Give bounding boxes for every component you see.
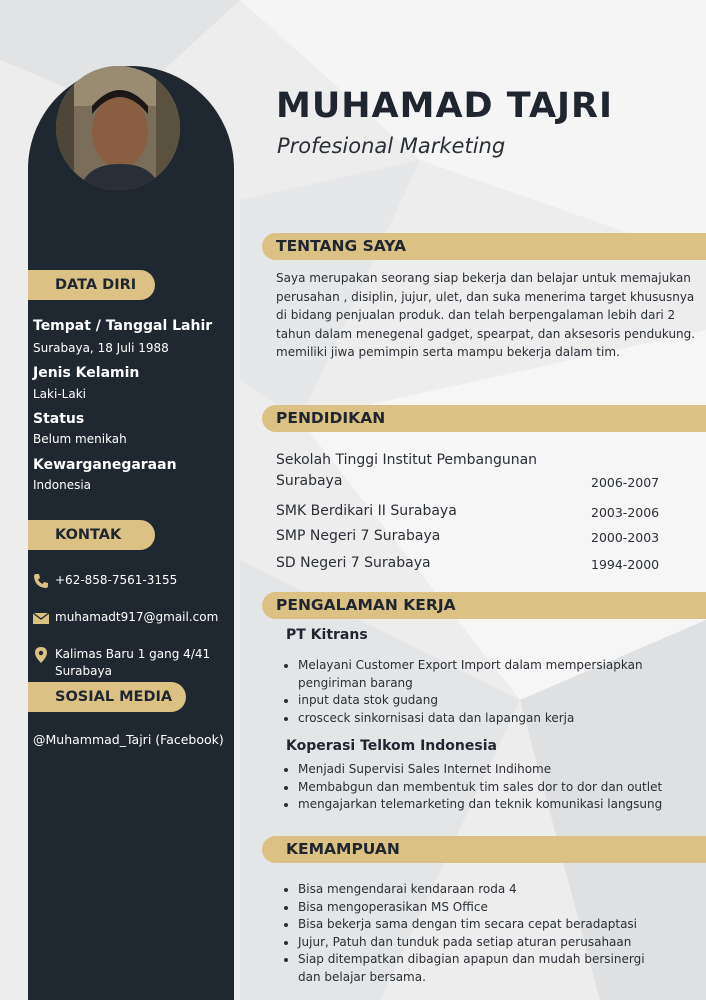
skill-item: • Siap ditempatkan dibagian apapun dan mudah bersinergi dan belajar bersama. — [298, 951, 658, 986]
education-school-2: SMK Berdikari II Surabaya — [276, 503, 457, 519]
education-years-2: 2003-2006 — [591, 505, 660, 520]
nationality-label: Kewarganegaraan — [33, 457, 177, 473]
education-school-4: SD Negeri 7 Surabaya — [276, 555, 431, 571]
job-company-1: PT Kitrans — [286, 627, 368, 643]
education-years-3: 2000-2003 — [591, 530, 660, 545]
job-duty-item: • Menjadi Supervisi Sales Internet Indihome — [298, 761, 706, 779]
job-duty-item: • input data stok gudang — [298, 692, 706, 710]
section-education-title: PENDIDIKAN — [262, 405, 706, 432]
job-duties-2 — [276, 761, 706, 814]
skills-list — [276, 881, 706, 986]
about-text: Saya merupakan seorang siap bekerja dan belajar untuk memajukan perusahan , disiplin, jujur, ulet, dan suka menerima target khususnya di bidang penjualan produk. dan telah berpengalaman lebih dari 2 tahun dalam menegenal gadget, spearpat, dan aksesoris pendukung. memiliki jiwa pemimpin serta mampu bekerja dalam tim. — [276, 271, 696, 359]
job-duty-item: • crosceck sinkornisasi data dan lapangan kerja — [298, 710, 706, 728]
email-text: muhamadt917@gmail.com — [55, 610, 219, 624]
education-school-1: Sekolah Tinggi Institut Pembangunan Surabaya — [276, 452, 538, 489]
nationality-value: Indonesia — [33, 478, 92, 492]
job-duty-item: • Membabgun dan membentuk tim sales dor to dor dan outlet — [298, 779, 706, 797]
birth-label: Tempat / Tanggal Lahir — [33, 318, 213, 334]
address-line1: Kalimas Baru 1 gang 4/41 — [55, 647, 211, 661]
birth-value: Surabaya, 18 Juli 1988 — [33, 341, 169, 355]
education-years-1: 2006-2007 — [591, 475, 660, 490]
section-experience-title: PENGALAMAN KERJA — [262, 592, 706, 619]
job-company-2: Koperasi Telkom Indonesia — [286, 738, 497, 754]
skill-item: • Bisa mengoperasikan MS Office — [298, 899, 706, 917]
skill-item: • Bisa mengendarai kendaraan roda 4 — [298, 881, 706, 899]
status-value: Belum menikah — [33, 432, 127, 446]
address-line2: Surabaya — [55, 664, 112, 678]
section-kontak-title: KONTAK — [28, 520, 155, 550]
section-skills-title: KEMAMPUAN — [262, 836, 706, 863]
section-sosial-media-title: SOSIAL MEDIA — [28, 682, 186, 712]
social-media-value: @Muhammad_Tajri (Facebook) — [33, 732, 224, 747]
skill-item: • Bisa bekerja sama dengan tim secara cepat beradaptasi — [298, 916, 706, 934]
job-role: Profesional Marketing — [277, 134, 506, 158]
section-about-title: TENTANG SAYA — [262, 233, 706, 260]
phone-text: +62-858-7561-3155 — [55, 573, 178, 587]
phone-icon — [32, 572, 50, 590]
gender-label: Jenis Kelamin — [33, 365, 140, 381]
status-label: Status — [33, 411, 85, 427]
skill-item: • Jujur, Patuh dan tunduk pada setiap aturan perusahaan — [298, 934, 706, 952]
mail-icon — [32, 609, 50, 627]
location-pin-icon — [32, 646, 50, 664]
job-duties-1 — [276, 657, 706, 727]
full-name: MUHAMAD TAJRI — [276, 86, 614, 126]
gender-value: Laki-Laki — [33, 387, 86, 401]
job-duty-item: • Melayani Customer Export Import dalam mempersiapkan pengiriman barang — [298, 657, 706, 692]
profile-photo — [56, 66, 180, 190]
section-data-diri-title: DATA DIRI — [28, 270, 155, 300]
job-duty-item: • mengajarkan telemarketing dan teknik komunikasi langsung — [298, 796, 706, 814]
education-school-3: SMP Negeri 7 Surabaya — [276, 528, 441, 544]
education-years-4: 1994-2000 — [591, 557, 660, 572]
